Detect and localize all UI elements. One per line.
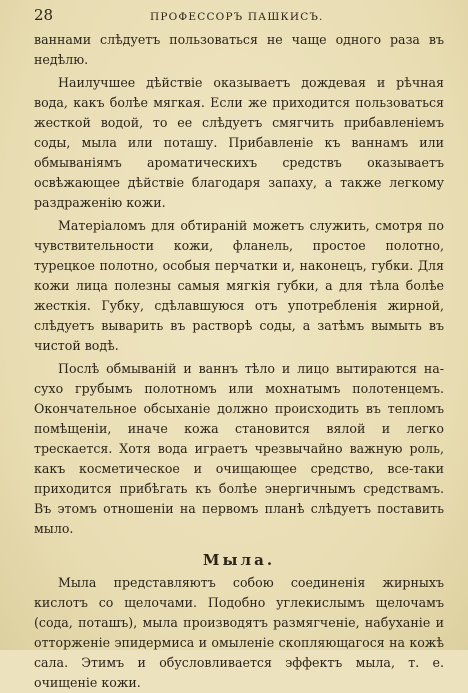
page-number: 28 bbox=[34, 6, 54, 24]
running-title: ПРОФЕССОРЪ ПАШКИСЪ. bbox=[150, 11, 324, 23]
paragraph-soap: Мыла представляютъ собою соединенія жирныхъ кислотъ со щелочами. Подобно углекислымъ щелочамъ (сода, поташъ), мыла производятъ размягченіе, набуханіе и отторженіе эпидермиса и омыленіе скопляющагося на кожѣ сала. Этимъ и обусловливается эффектъ мыла, т. е. очищеніе кожи. bbox=[34, 575, 444, 690]
paragraph-drying: Послѣ обмываній и ваннъ тѣло и лицо вытираются на-сухо грубымъ полотномъ или мохнатымъ полотенцемъ. Окончательное обсыханіе должно происходить въ тепломъ помѣщеніи, иначе кожа становится вялой и легко трескается. Хотя вода играетъ чрезвычайно важную роль, какъ косметическое и очищающее средство, все-таки приходится прибѣгать къ болѣе энергичнымъ средствамъ. Въ этомъ отношеніи на первомъ планѣ слѣдуетъ поставить мыло. bbox=[34, 361, 444, 536]
paragraph-water: Наилучшее дѣйствіе оказываетъ дождевая и рѣчная вода, какъ болѣе мягкая. Если же приходится пользоваться жесткой водой, то ее слѣдуетъ смягчить прибавленіемъ соды, мыла или поташу. Прибавленіе къ ваннамъ или обмываніямъ ароматическихъ средствъ оказываетъ освѣжающее дѣйствіе благодаря запаху, а также легкому раздраженію кожи. bbox=[34, 75, 444, 210]
page-header bbox=[34, 6, 444, 26]
section-heading: Мыла. bbox=[202, 551, 276, 569]
paragraph-continuation: ваннами слѣдуетъ пользоваться не чаще одного раза въ недѣлю. bbox=[34, 32, 444, 67]
paragraph-materials: Матеріаломъ для обтираній можетъ служить, смотря по чувствительности кожи, фланель, простое полотно, турецкое полотно, особыя перчатки и, наконецъ, губки. Для кожи лица полезны самыя мягкія губки, а для тѣла болѣе жесткія. Губку, сдѣлавшуюся отъ употребленія жирной, слѣдуетъ выварить въ растворѣ соды, а затѣмъ вымыть въ чистой водѣ. bbox=[34, 218, 444, 353]
